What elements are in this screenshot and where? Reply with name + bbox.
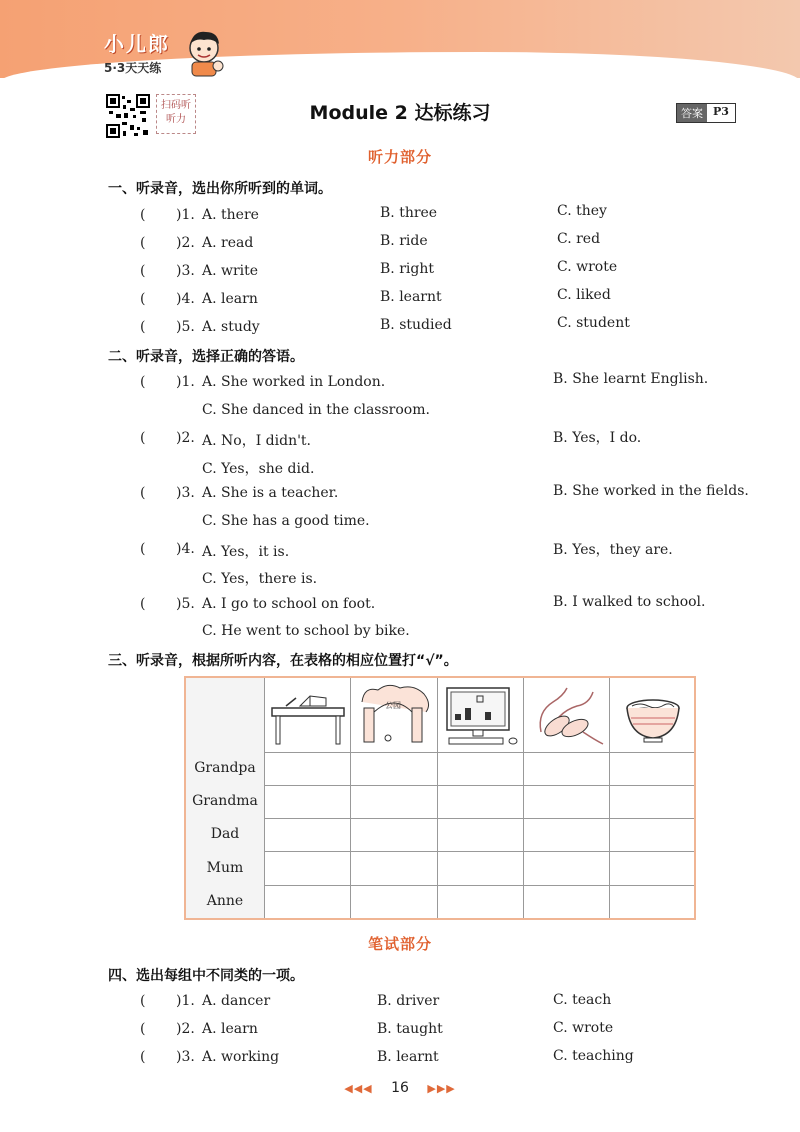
brand-logo — [104, 28, 170, 76]
option-b: B. Yes，they are. — [553, 542, 673, 558]
option-b: B. She worked in the fields. — [553, 483, 749, 499]
option-a: A. there — [202, 207, 259, 223]
answer-blank[interactable]: ( — [140, 1021, 146, 1037]
option-b: B. taught — [377, 1021, 443, 1037]
option-c: C. Yes，there is. — [202, 571, 318, 587]
next-arrows-icon[interactable]: ▶▶▶ — [427, 1082, 456, 1095]
answer-blank[interactable]: ( — [140, 596, 146, 612]
option-b: B. three — [380, 205, 438, 221]
option-c: C. teaching — [553, 1048, 634, 1064]
answer-blank[interactable]: ( — [140, 430, 146, 446]
row-label: Anne — [186, 885, 264, 918]
listening-table — [184, 676, 696, 920]
part4-heading: 四、选出每组中不同类的一项。 — [108, 968, 304, 984]
answer-blank[interactable]: ( — [140, 374, 146, 390]
option-a: A. learn — [202, 291, 258, 307]
item-number: )2. — [176, 235, 195, 251]
park-gate-icon — [354, 682, 434, 748]
option-a: A. read — [202, 235, 254, 251]
page-footer — [0, 1080, 800, 1096]
option-c: C. wrote — [557, 259, 618, 275]
option-a: A. study — [202, 319, 260, 335]
option-a: A. She is a teacher. — [202, 485, 339, 501]
item-number: )3. — [176, 263, 195, 279]
option-b: B. studied — [380, 317, 452, 333]
part1-heading: 一、听录音，选出你所听到的单词。 — [108, 181, 332, 197]
option-b: B. She learnt English. — [553, 371, 709, 387]
option-c: C. She danced in the classroom. — [202, 402, 430, 418]
option-c: C. student — [557, 315, 630, 331]
option-a: A. learn — [202, 1021, 258, 1037]
answer-badge[interactable] — [676, 103, 736, 123]
option-c: C. Yes，she did. — [202, 461, 315, 477]
option-c: C. red — [557, 231, 601, 247]
item-number: )3. — [176, 485, 195, 501]
option-a: A. Yes，it is. — [202, 544, 290, 560]
prev-arrows-icon[interactable]: ◀◀◀ — [344, 1082, 373, 1095]
svg-text:公园: 公园 — [385, 701, 401, 710]
row-label: Mum — [186, 851, 264, 885]
computer-icon — [441, 686, 521, 748]
option-b: B. learnt — [380, 289, 442, 305]
row-label: Grandma — [186, 785, 264, 818]
answer-blank[interactable]: ( — [140, 319, 146, 335]
item-number: )1. — [176, 374, 195, 390]
item-number: )2. — [176, 1021, 195, 1037]
answer-blank[interactable]: ( — [140, 291, 146, 307]
option-a: A. write — [202, 263, 259, 279]
answer-label: 答案 — [677, 104, 707, 122]
brand-subtitle: 5·3天天练 — [104, 61, 162, 75]
option-c: C. liked — [557, 287, 611, 303]
answer-blank[interactable]: ( — [140, 541, 146, 557]
answer-blank[interactable]: ( — [140, 485, 146, 501]
option-a: A. working — [202, 1049, 280, 1065]
item-number: )1. — [176, 207, 195, 223]
row-label: Dad — [186, 818, 264, 851]
answer-blank[interactable]: ( — [140, 263, 146, 279]
option-b: B. ride — [380, 233, 428, 249]
page-title: Module 2 达标练习 — [309, 102, 491, 124]
option-b: B. learnt — [377, 1049, 439, 1065]
section-writing: 笔试部分 — [367, 935, 432, 953]
option-c: C. She has a good time. — [202, 513, 370, 529]
part3-heading: 三、听录音，根据所听内容，在表格的相应位置打“√”。 — [108, 653, 458, 669]
answer-blank[interactable]: ( — [140, 1049, 146, 1065]
answer-blank[interactable]: ( — [140, 993, 146, 1009]
option-c: C. teach — [553, 992, 612, 1008]
ballet-shoes-icon — [527, 682, 607, 748]
option-b: B. I walked to school. — [553, 594, 706, 610]
brand-name: 小儿郎 — [104, 32, 170, 56]
option-c: C. they — [557, 203, 607, 219]
item-number: )1. — [176, 993, 195, 1009]
row-label: Grandpa — [186, 752, 264, 785]
option-c: C. He went to school by bike. — [202, 623, 410, 639]
option-b: B. driver — [377, 993, 440, 1009]
option-c: C. wrote — [553, 1020, 614, 1036]
item-number: )5. — [176, 596, 195, 612]
answer-page: P3 — [713, 105, 729, 118]
answer-blank[interactable]: ( — [140, 207, 146, 223]
part2-heading: 二、听录音，选择正确的答语。 — [108, 349, 304, 365]
answer-blank[interactable]: ( — [140, 235, 146, 251]
noodle-bowl-icon — [614, 692, 692, 746]
item-number: )4. — [176, 541, 195, 557]
item-number: )5. — [176, 319, 195, 335]
mascot-icon — [182, 28, 226, 78]
option-a: A. No，I didn't. — [202, 433, 312, 449]
page-number: 16 — [391, 1080, 409, 1096]
option-a: A. I go to school on foot. — [202, 596, 376, 612]
option-a: A. She worked in London. — [202, 374, 386, 390]
option-a: A. dancer — [202, 993, 271, 1009]
corner-cell — [186, 678, 264, 752]
item-number: )4. — [176, 291, 195, 307]
option-b: B. right — [380, 261, 434, 277]
option-b: B. Yes，I do. — [553, 430, 642, 446]
section-listening: 听力部分 — [367, 148, 432, 166]
desk-book-icon — [268, 686, 348, 748]
item-number: )3. — [176, 1049, 195, 1065]
item-number: )2. — [176, 430, 195, 446]
scan-to-listen-label: 扫码听听力 — [156, 94, 196, 134]
